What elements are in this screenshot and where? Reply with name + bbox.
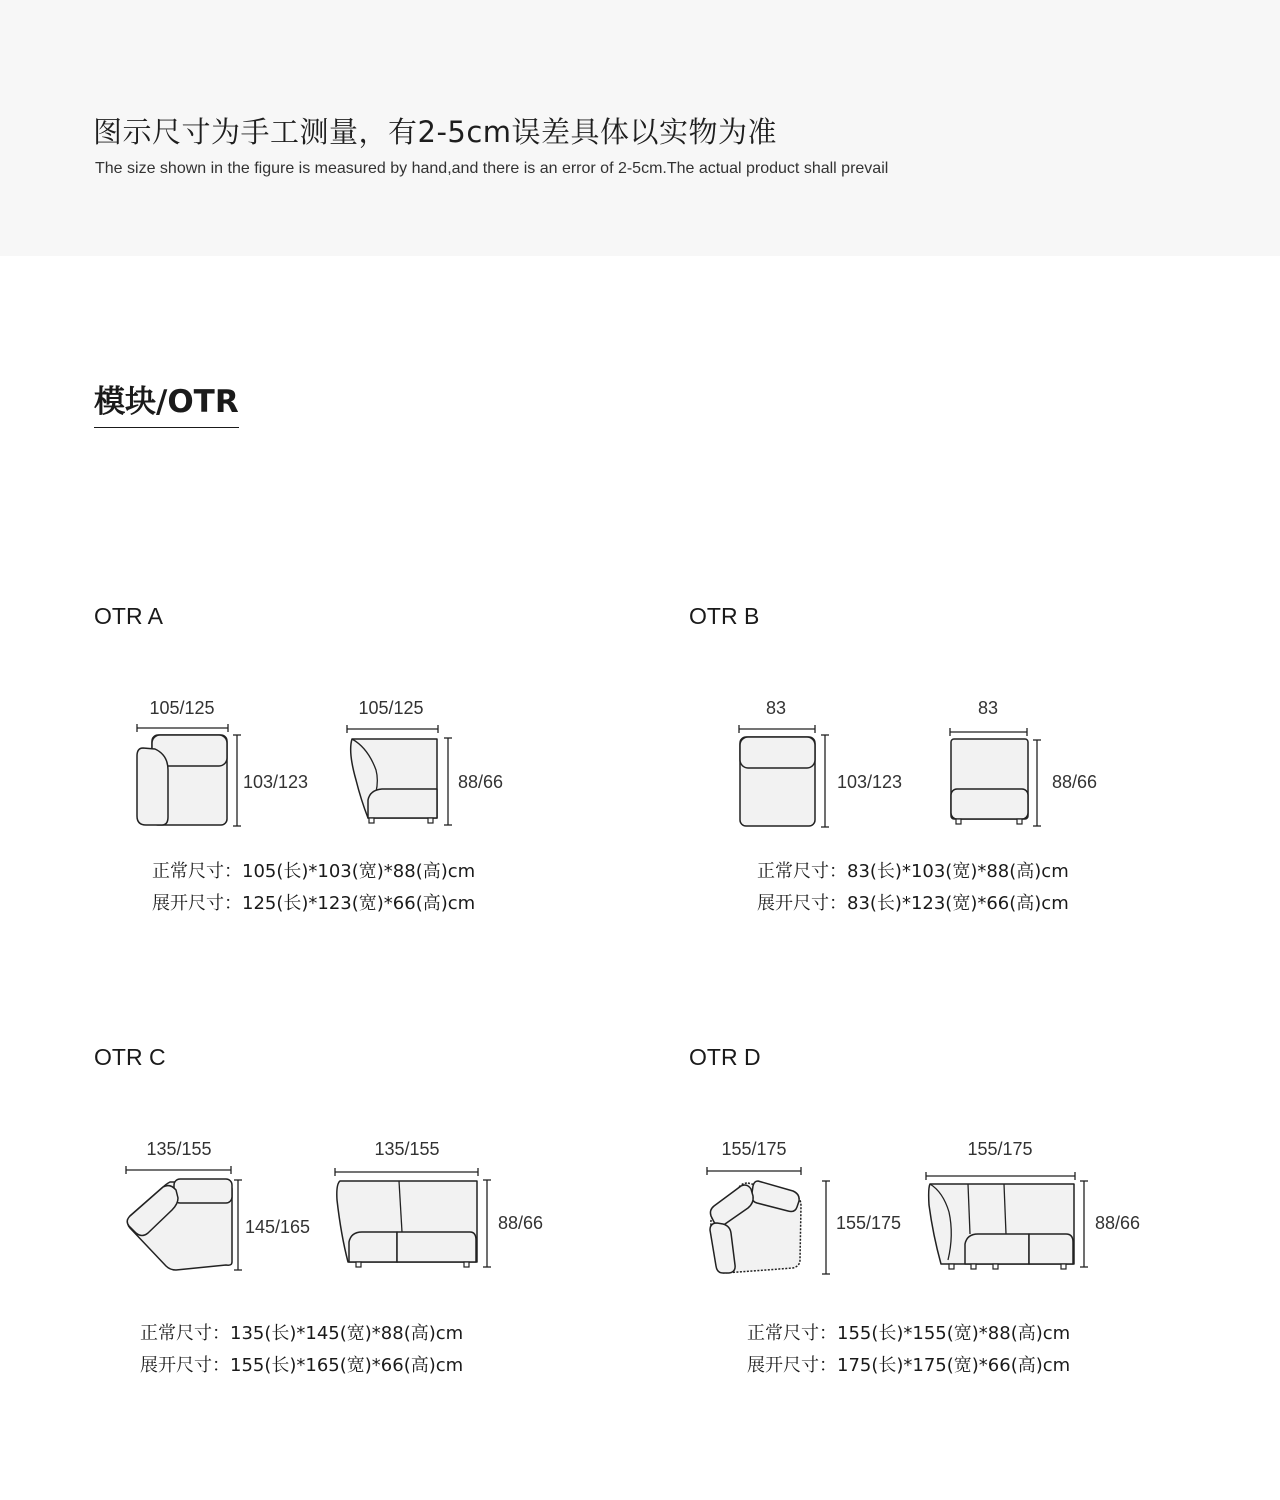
otr-a-top-depth-label: 103/123 <box>243 772 309 792</box>
otr-a-top-width-label: 105/125 <box>149 698 215 718</box>
otr-b-front-view <box>950 698 1097 826</box>
otr-c-front-height-label: 88/66 <box>498 1213 544 1233</box>
otr-a-top-view <box>137 698 308 826</box>
otr-d-normal-size: 正常尺寸：155(长)*155(宽)*88(高)cm <box>747 1323 1071 1344</box>
otr-d-top-view <box>707 1139 901 1274</box>
otr-a-specs <box>152 856 475 920</box>
otr-c-normal-size: 正常尺寸：135(长)*145(宽)*88(高)cm <box>140 1323 464 1344</box>
otr-b-top-view <box>739 698 902 827</box>
otr-d-front-width-label: 155/175 <box>967 1139 1033 1159</box>
otr-b-specs <box>757 856 1069 920</box>
otr-b-front-height-label: 88/66 <box>1052 772 1098 792</box>
section-title: 模块/OTR <box>94 376 239 428</box>
otr-a-front-view <box>347 698 503 825</box>
module-title-otr-d: OTR D <box>689 1044 761 1070</box>
otr-c-top-width-label: 135/155 <box>146 1139 212 1159</box>
otr-d-top-width-label: 155/175 <box>721 1139 787 1159</box>
module-title-otr-a: OTR A <box>94 603 164 629</box>
otr-a-expanded-size: 展开尺寸：125(长)*123(宽)*66(高)cm <box>152 893 476 914</box>
module-title-otr-b: OTR B <box>689 603 760 629</box>
otr-b-top-depth-label: 103/123 <box>837 772 903 792</box>
otr-c-front-width-label: 135/155 <box>374 1139 440 1159</box>
module-title-otr-c: OTR C <box>94 1044 166 1070</box>
disclaimer-subtitle: The size shown in the figure is measured by hand,and there is an error of 2-5cm.The actual product shall prevail <box>95 160 889 177</box>
otr-a-normal-size: 正常尺寸：105(长)*103(宽)*88(高)cm <box>152 861 476 882</box>
otr-a-front-height-label: 88/66 <box>458 772 504 792</box>
otr-b-front-width-label: 83 <box>977 698 999 718</box>
disclaimer-title: 图示尺寸为手工测量，有2-5cm误差具体以实物为准 <box>93 115 778 149</box>
otr-d-top-depth-label: 155/175 <box>836 1213 902 1233</box>
otr-d-front-view <box>926 1139 1140 1269</box>
otr-b-normal-size: 正常尺寸：83(长)*103(宽)*88(高)cm <box>757 861 1069 882</box>
otr-c-front-view <box>335 1139 543 1267</box>
otr-c-specs <box>140 1318 463 1382</box>
otr-a-front-width-label: 105/125 <box>358 698 424 718</box>
otr-b-expanded-size: 展开尺寸：83(长)*123(宽)*66(高)cm <box>757 893 1069 914</box>
otr-d-specs <box>747 1318 1070 1382</box>
otr-d-front-height-label: 88/66 <box>1095 1213 1141 1233</box>
otr-d-expanded-size: 展开尺寸：175(长)*175(宽)*66(高)cm <box>747 1355 1071 1376</box>
otr-c-expanded-size: 展开尺寸：155(长)*165(宽)*66(高)cm <box>140 1355 464 1376</box>
otr-b-top-width-label: 83 <box>765 698 787 718</box>
otr-c-top-depth-label: 145/165 <box>245 1217 311 1237</box>
otr-c-top-view <box>126 1139 310 1270</box>
